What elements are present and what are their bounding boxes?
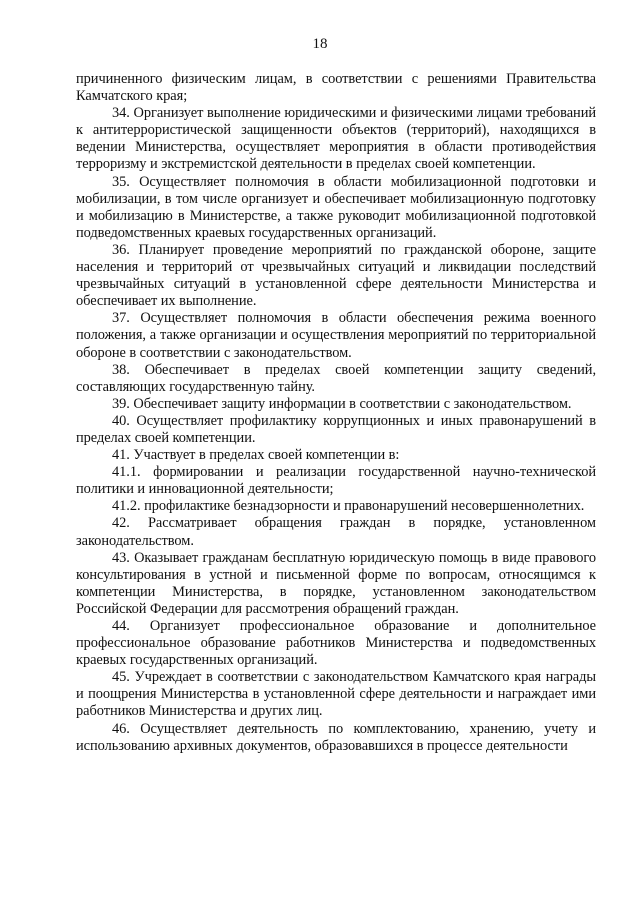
paragraph-item-45: 45. Учреждает в соответствии с законодательством Камчатского края награды и поощрения Министерства в установленной сфере деятельности и награждает ими работников Министерства и других лиц.	[76, 669, 596, 720]
paragraph-item-41-1: 41.1. формировании и реализации государственной научно-технической политики и инновационной деятельности;	[76, 464, 596, 498]
paragraph-item-39: 39. Обеспечивает защиту информации в соответствии с законодательством.	[112, 395, 572, 412]
paragraph-item-41: 41. Участвует в пределах своей компетенции в:	[112, 447, 400, 464]
paragraph-item-36: 36. Планирует проведение мероприятий по гражданской обороне, защите населения и территорий от чрезвычайных ситуаций и ликвидации последствий чрезвычайных ситуаций в установленной сфере деятельности Министерства и обеспечивает их выполнение.	[76, 241, 596, 310]
paragraph-item-35: 35. Осуществляет полномочия в области мобилизационной подготовки и мобилизации, в том числе организует и обеспечивает мобилизационную подготовку и мобилизацию в Министерстве, а также руководит мобилизационной подготовкой подведомственных краевых государственных организаций.	[76, 173, 596, 241]
page-number: 18	[312, 36, 328, 52]
paragraph-item-43: 43. Оказывает гражданам бесплатную юридическую помощь в виде правового консультирования в устной и письменной форме по вопросам, относящимся к компетенции Министерства, в порядке, установленном законодательством Российской Федерации для рассмотрения обращений граждан.	[76, 549, 596, 617]
paragraph-item-38: 38. Обеспечивает в пределах своей компетенции защиту сведений, составляющих государственную тайну.	[76, 361, 596, 395]
paragraph-continuation: причиненного физическим лицам, в соответствии с решениями Правительства Камчатского края;	[76, 71, 596, 105]
paragraph-item-42: 42. Рассматривает обращения граждан в порядке, установленном законодательством.	[76, 515, 596, 549]
paragraph-item-41-2: 41.2. профилактике безнадзорности и правонарушений несовершеннолетних.	[112, 498, 585, 515]
paragraph-item-46: 46. Осуществляет деятельность по комплектованию, хранению, учету и использованию архивных документов, образовавшихся в процессе деятельности	[76, 720, 596, 754]
paragraph-item-34: 34. Организует выполнение юридическими и физическими лицами требований к антитеррористической защищенности объектов (территорий), находящихся в ведении Министерства, осуществляет мероприятия в области противодействия терроризму и экстремистской деятельности в пределах своей компетенции.	[76, 105, 596, 173]
paragraph-item-37: 37. Осуществляет полномочия в области обеспечения режима военного положения, а также организации и осуществления мероприятий по территориальной обороне в соответствии с законодательством.	[76, 310, 596, 361]
document-body	[76, 71, 596, 755]
paragraph-item-44: 44. Организует профессиональное образование и дополнительное профессиональное образование работников Министерства и подведомственных краевых государственных организаций.	[76, 618, 596, 669]
paragraph-item-40: 40. Осуществляет профилактику коррупционных и иных правонарушений в пределах своей компетенции.	[76, 412, 596, 446]
